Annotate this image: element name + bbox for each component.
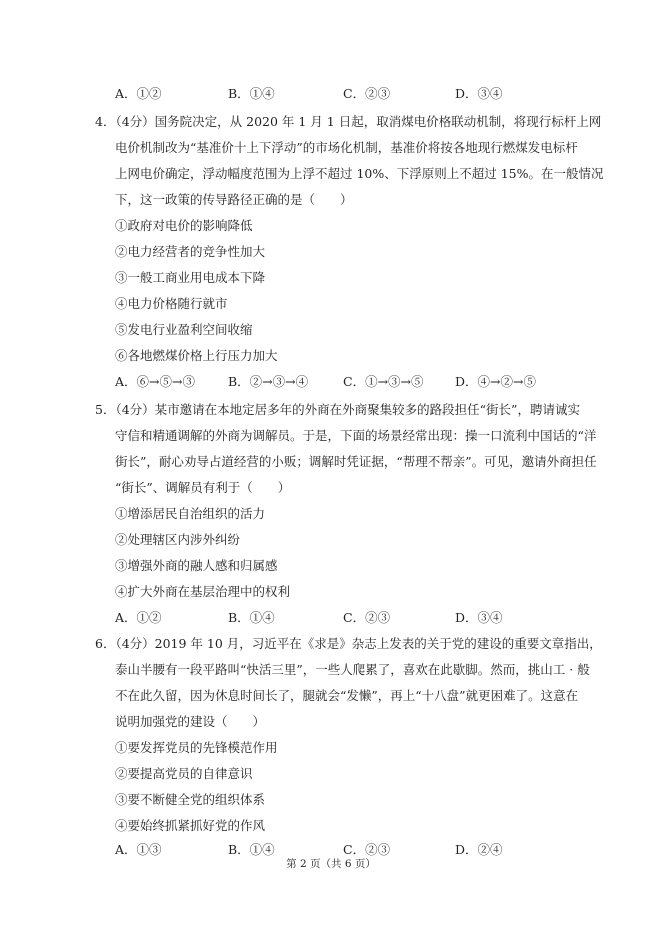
option-c: C．②③: [343, 86, 391, 101]
question-6-item: ①要发挥党员的先锋模范作用: [115, 740, 278, 755]
question-5-item: ①增添居民自治组织的活力: [115, 506, 266, 521]
option-b: B．①④: [228, 610, 275, 625]
question-6-stem-line: 说明加强党的建设（ ）: [115, 714, 266, 729]
option-d: D．③④: [455, 86, 503, 101]
question-6-stem-line: 泰山半腰有一段平路叫“快活三里”，一些人爬累了，喜欢在此歇脚。然而，挑山工 · 般: [115, 662, 590, 677]
question-6-stem-line: 不在此久留，因为休息时间长了，腿就会“发懒”，再上“十八盘”就更困难了。这意在: [115, 688, 579, 703]
prev-question-options: [115, 84, 555, 104]
question-5-stem-line: 街长”，耐心劝导占道经营的小贩；调解时凭证据，“帮理不帮亲”。可见，邀请外商担任: [115, 454, 597, 469]
question-5-item: ③增强外商的融人感和归属感: [115, 558, 278, 573]
question-5-stem-line: “街长”、调解员有利于（ ）: [115, 480, 291, 495]
question-4-stem-line: 4．（4分）国务院决定，从 2020 年 1 月 1 日起，取消煤电价格联动机制，将现行标杆上网: [95, 114, 602, 129]
option-d: D．④→②→⑤: [455, 374, 536, 389]
question-4-item: ③一般工商业用电成本下降: [115, 270, 266, 285]
question-5-item: ④扩大外商在基层治理中的权利: [115, 584, 291, 599]
option-a: A．①②: [115, 610, 162, 625]
option-d: D．②④: [455, 842, 503, 857]
question-4-item: ⑥各地燃煤价格上行压力加大: [115, 348, 278, 363]
question-6-item: ④要始终抓紧抓好党的作风: [115, 818, 266, 833]
question-6-stem-line: 6．（4分）2019 年 10 月，习近平在《求是》杂志上发表的关于党的建设的重要文章指出，: [95, 636, 602, 651]
question-4-item: ①政府对电价的影响降低: [115, 218, 253, 233]
question-6-item: ③要不断健全党的组织体系: [115, 792, 266, 807]
question-4-item: ④电力价格随行就市: [115, 296, 228, 311]
option-c: C．②③: [343, 610, 391, 625]
option-a: A．①③: [115, 842, 162, 857]
option-a: A．①②: [115, 86, 162, 101]
question-5-stem-line: 守信和精通调解的外商为调解员。于是，下面的场景经常出现：操一口流利中国话的“洋: [115, 428, 597, 443]
option-b: B．①④: [228, 842, 275, 857]
question-5-stem-line: 5．（4分）某市邀请在本地定居多年的外商在外商聚集较多的路段担任“街长”，聘请诚实: [95, 402, 580, 417]
question-5-item: ②处理辖区内涉外纠纷: [115, 532, 241, 547]
question-5-options: [115, 608, 555, 628]
question-4-item: ⑤发电行业盈利空间收缩: [115, 322, 253, 337]
page-footer: 第 2 页（共 6 页）: [286, 858, 376, 870]
question-4-options: [115, 372, 555, 392]
question-4-stem-line: 电价机制改为“基准价十上下浮动”的市场化机制，基准价将按各地现行燃煤发电标杆: [115, 140, 578, 155]
question-4-item: ②电力经营者的竞争性加大: [115, 244, 266, 259]
question-4-stem-line: 上网电价确定，浮动幅度范围为上浮不超过 10%、下浮原则上不超过 15%。在一般情况: [115, 166, 604, 181]
option-c: C．①→③→⑤: [343, 374, 424, 389]
option-b: B．①④: [228, 86, 275, 101]
option-a: A．⑥→⑤→③: [115, 374, 195, 389]
option-c: C．②③: [343, 842, 391, 857]
question-4-stem-line: 下，这一政策的传导路径正确的是（ ）: [115, 192, 353, 207]
question-6-item: ②要提高党员的自律意识: [115, 766, 253, 781]
option-d: D．③④: [455, 610, 503, 625]
option-b: B．②→③→④: [228, 374, 309, 389]
